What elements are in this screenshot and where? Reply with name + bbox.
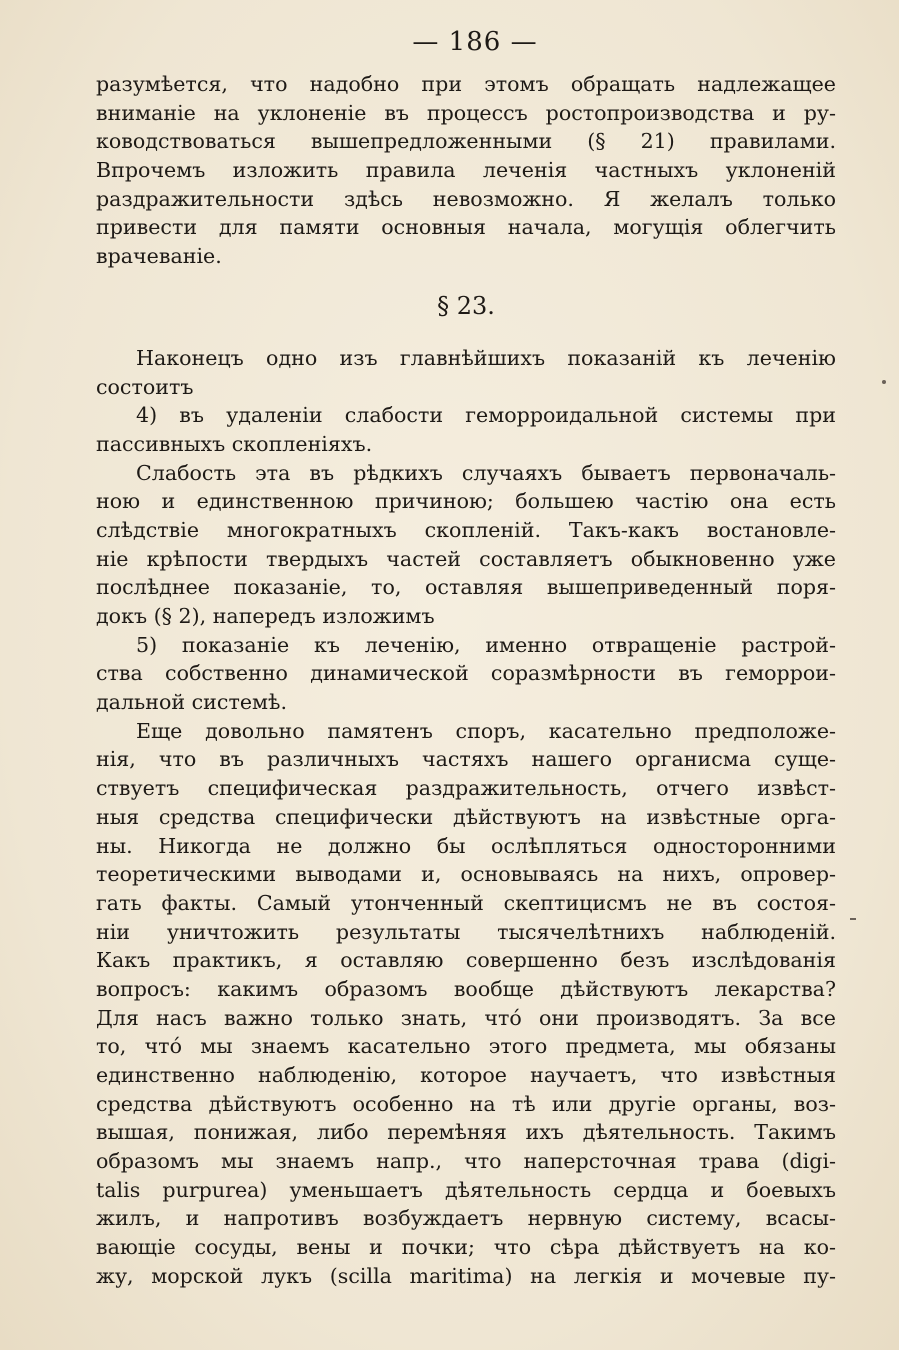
text-line: вниманіе на уклоненіе въ процессъ ростопроизводства и ру- xyxy=(96,100,836,125)
book-page xyxy=(96,22,836,1291)
text-line: ною и единственною причиною; большею частію она есть xyxy=(96,489,836,514)
text-line: жилъ, и напротивъ возбуждаетъ нервную систему, всасы- xyxy=(96,1206,836,1231)
text-line: средства дѣйствуютъ особенно на тѣ или другіе органы, воз- xyxy=(96,1091,836,1116)
paragraph-continuation xyxy=(96,70,836,271)
text-line: нія, что въ различныхъ частяхъ нашего органисма суще- xyxy=(96,747,836,772)
text-line: привести для памяти основныя начала, могущія облегчить xyxy=(96,215,836,240)
text-line: ніе крѣпости твердыхъ частей составляетъ обыкновенно уже xyxy=(96,546,836,571)
text-line: пассивныхъ скопленіяхъ. xyxy=(96,431,373,456)
text-line: то, что́ мы знаемъ касательно этого предмета, мы обязаны xyxy=(96,1034,836,1059)
text-line: ствуетъ специфическая раздражительность, отчего извѣст- xyxy=(96,776,836,801)
text-line: раздражительности здѣсь невозможно. Я желалъ только xyxy=(96,186,836,211)
text-line: Слабость эта въ рѣдкихъ случаяхъ бываетъ первоначаль- xyxy=(136,460,836,485)
text-line: образомъ мы знаемъ напр., что наперсточная трава (digi- xyxy=(96,1149,836,1174)
text-line: Какъ практикъ, я оставляю совершенно безъ изслѣдованія xyxy=(96,948,836,973)
text-line: дальной системѣ. xyxy=(96,690,288,715)
page-number: — 186 — xyxy=(412,27,538,57)
text-line: разумѣется, что надобно при этомъ обращать надлежащее xyxy=(96,72,836,96)
text-line: 4) въ удаленіи слабости геморроидальной системы при xyxy=(136,403,836,428)
text-line: 5) показаніе къ леченію, именно отвращеніе растрой- xyxy=(136,632,836,657)
margin-speck xyxy=(882,380,886,384)
text-line: ніи уничтожить результаты тысячелѣтнихъ наблюденій. xyxy=(96,919,836,944)
text-line: ководствоваться вышепредложенными (§ 21) правилами. xyxy=(96,129,836,154)
text-line: слѣдствіе многократныхъ скопленій. Такъ-какъ востановле- xyxy=(96,517,836,542)
text-line: вающіе сосуды, вены и почки; что сѣра дѣйствуетъ на ко- xyxy=(96,1235,836,1260)
text-line: Наконецъ одно изъ главнѣйшихъ показаній къ леченію xyxy=(136,345,836,370)
section-body xyxy=(96,344,836,1291)
text-line: вопросъ: какимъ образомъ вообще дѣйствуютъ лекарства? xyxy=(96,976,836,1001)
text-line: ныя средства специфически дѣйствуютъ на извѣстные орга- xyxy=(96,804,836,829)
text-line: гать факты. Самый утонченный скептицисмъ не въ состоя- xyxy=(96,890,836,915)
text-line: послѣднее показаніе, то, оставляя вышеприведенный поря- xyxy=(96,575,836,600)
text-line: ны. Никогда не должно бы ослѣпляться односторонними xyxy=(96,833,836,858)
section-heading: § 23. xyxy=(437,291,495,320)
text-line: Для насъ важно только знать, что́ они производятъ. За все xyxy=(96,1005,836,1030)
text-line: talis purpurea) уменьшаетъ дѣятельность сердца и боевыхъ xyxy=(96,1177,836,1202)
text-line: вышая, понижая, либо перемѣняя ихъ дѣятельность. Такимъ xyxy=(96,1120,836,1145)
text-line: докъ (§ 2), напередъ изложимъ xyxy=(96,604,435,628)
text-line: Впрочемъ изложить правила леченія частныхъ уклоненій xyxy=(96,158,836,183)
text-line: ства собственно динамической соразмѣрности въ геморрои- xyxy=(96,661,836,686)
text-line: врачеваніе. xyxy=(96,244,222,269)
margin-speck xyxy=(850,918,856,920)
text-line: теоретическими выводами и, основываясь на нихъ, опровер- xyxy=(96,862,836,887)
text-line: Еще довольно памятенъ споръ, касательно предположе- xyxy=(136,718,836,743)
text-line: жу, морской лукъ (scilla maritima) на легкія и мочевые пу- xyxy=(96,1263,836,1288)
text-line: единственно наблюденію, которое научаетъ, что извѣстныя xyxy=(96,1063,836,1087)
text-line: состоитъ xyxy=(96,374,194,399)
